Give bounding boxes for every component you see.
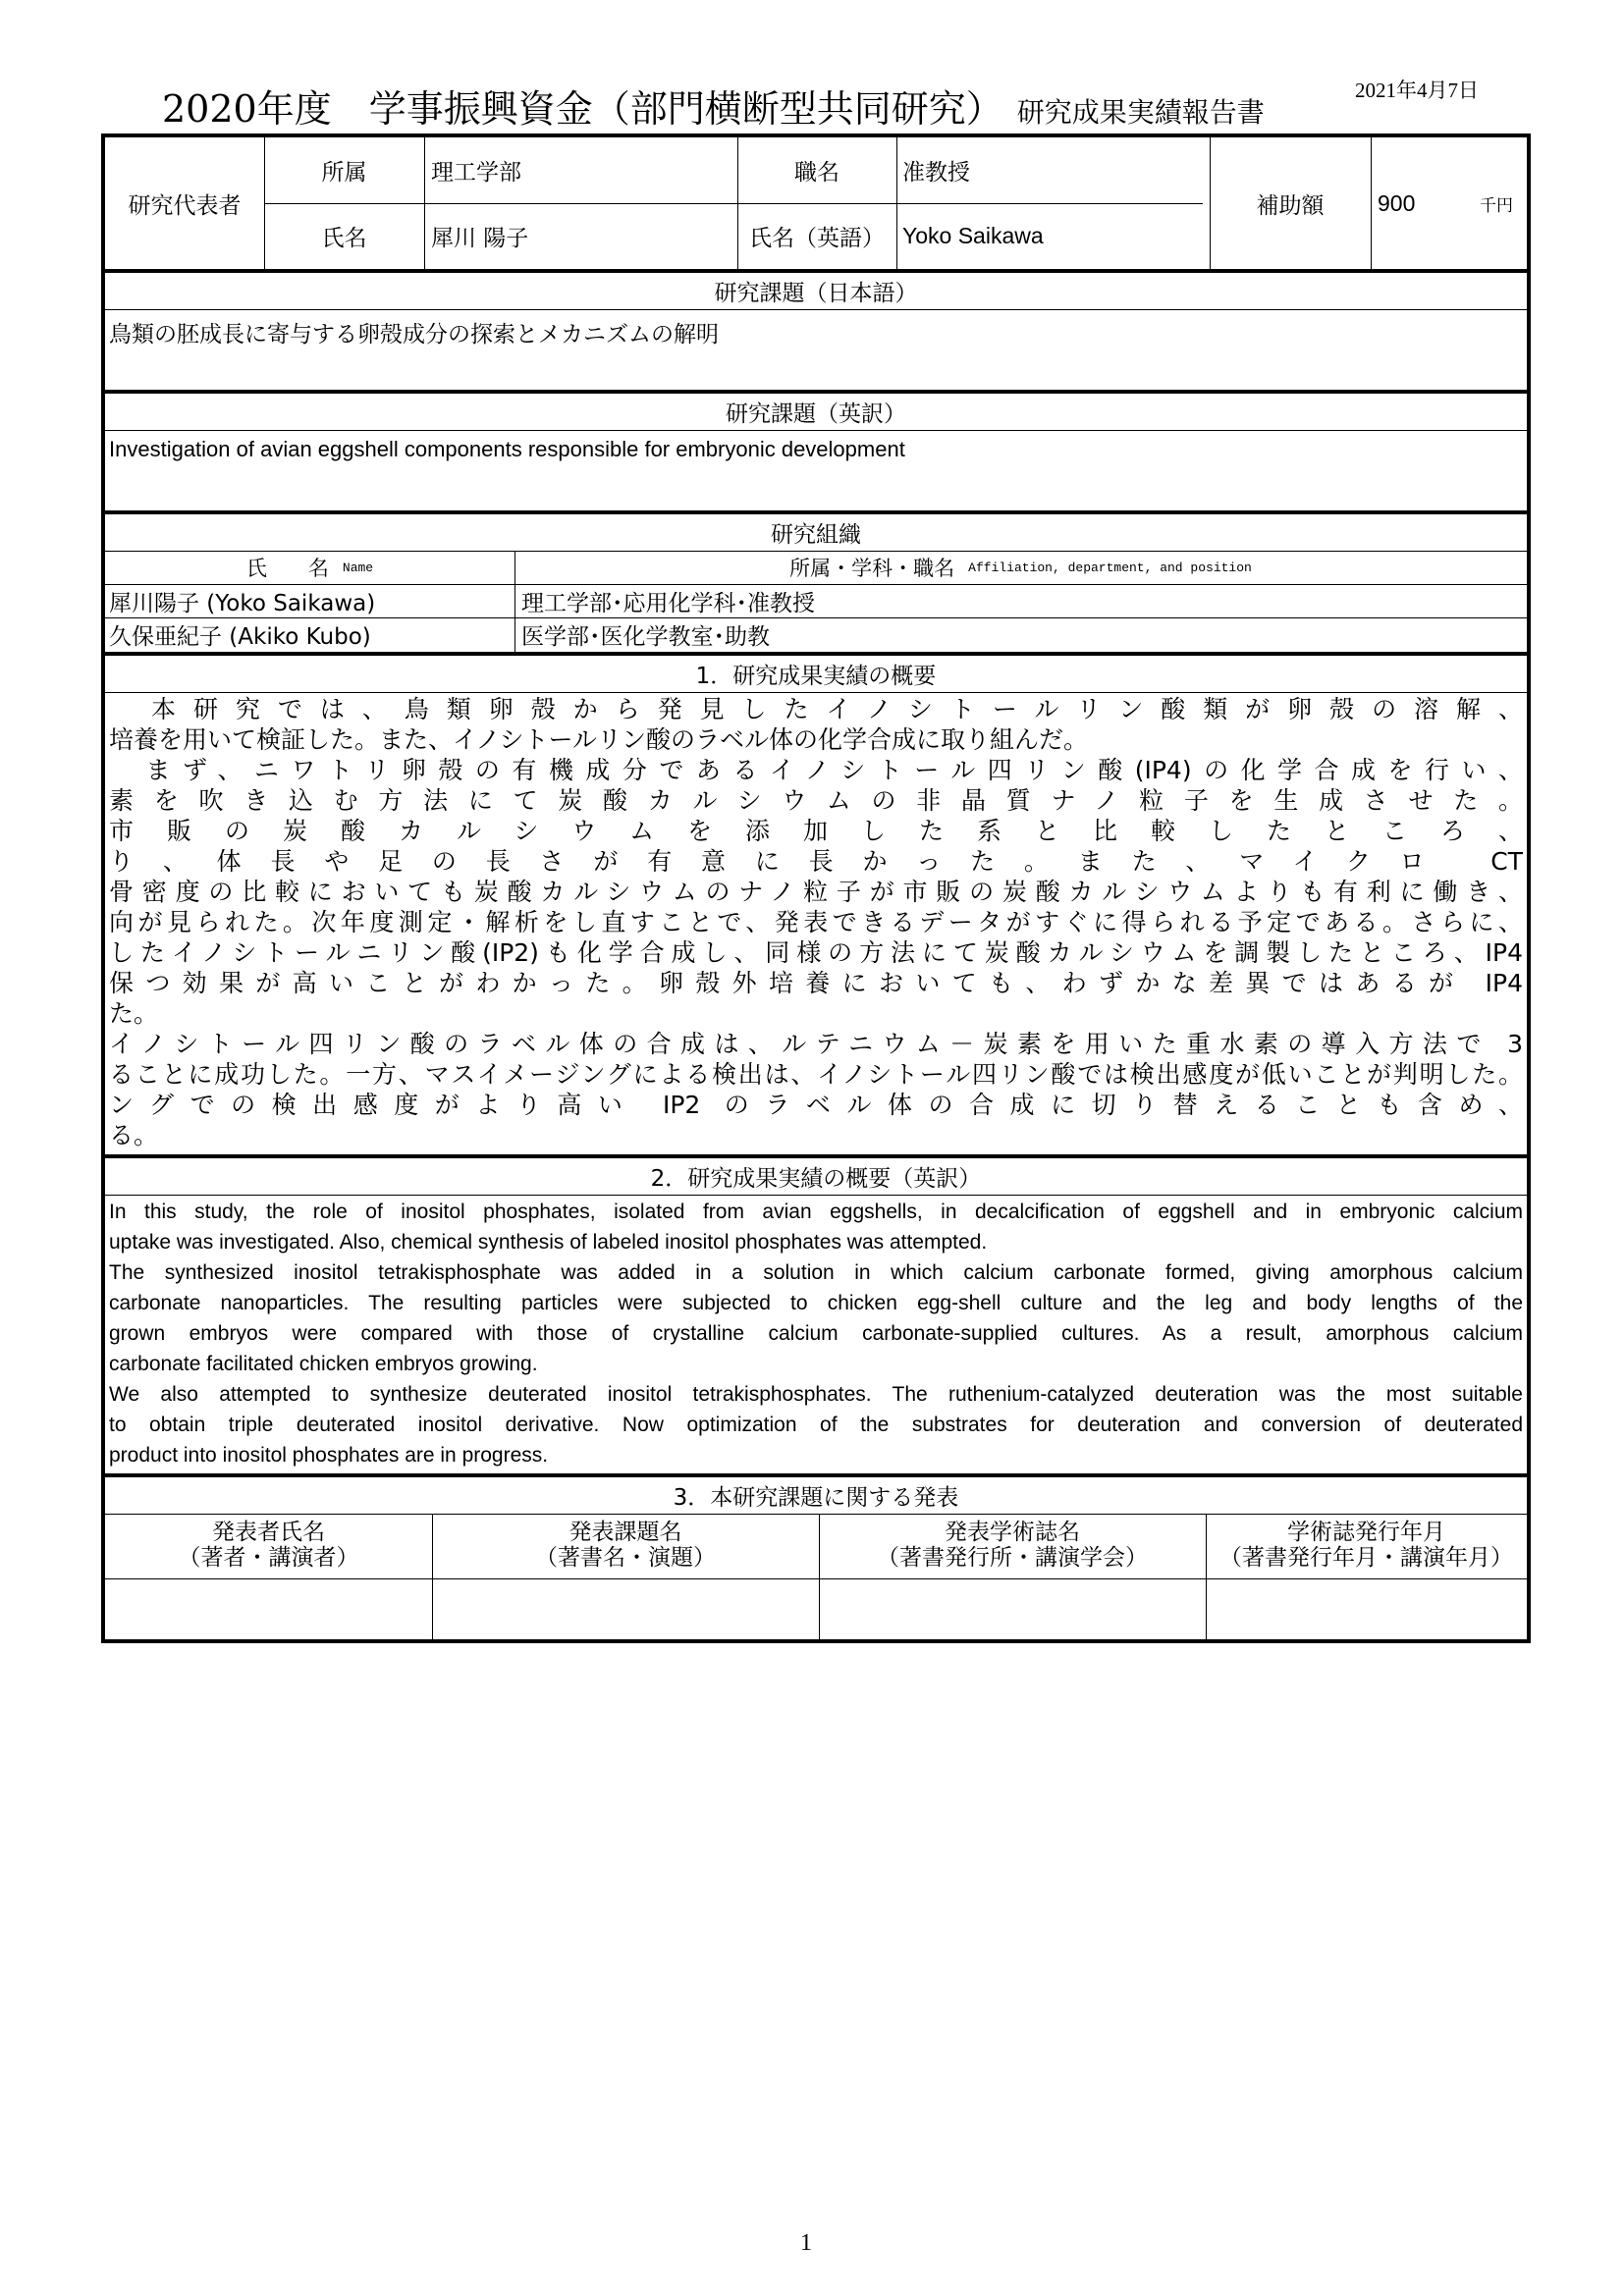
pub-col-title-l2: （著書名・演題） [535, 1545, 716, 1571]
text-line: ることに成功した。一方、マスイメージングによる検出は、イノシトール四リン酸では検出感度が低いことが判明した。 [109, 1060, 1523, 1089]
text-line: product into inositol phosphates are in progress. [109, 1444, 549, 1467]
member-affiliation: 理工学部･応用化学科･准教授 [521, 590, 815, 616]
text-line: carbonate facilitated chicken embryos growing. [109, 1353, 538, 1375]
org-col-affil-en: Affiliation, department, and position [968, 560, 1252, 575]
topic-ja-header: 研究課題（日本語） [714, 281, 918, 306]
text-line: 向が見られた。次年度測定・解析をし直すことで、発表できるデータがすぐに得られる予定である。さらに、 [109, 908, 1523, 936]
pub-col-title [432, 1520, 819, 1571]
org-col-affil [514, 551, 1527, 584]
pub-col-presenter [105, 1520, 432, 1571]
topic-en-header: 研究課題（英訳） [726, 401, 906, 427]
text-line: 骨密度の比較においても炭酸カルシウムのナノ粒子が市販の炭酸カルシウムよりも有利に働き、 [109, 878, 1523, 906]
name-en-label: 氏名（英語） [749, 226, 885, 251]
organization-header: 研究組織 [771, 522, 861, 548]
affiliation-label: 所属 [321, 160, 367, 186]
member-affiliation: 医学部･医化学教室･助教 [521, 624, 770, 650]
summary-ja-header: 1．研究成果実績の概要 [695, 664, 937, 689]
text-line: carbonate nanoparticles. The resulting particles were subjected to chicken egg-shell culture and the leg and body lengths of the [109, 1292, 1523, 1314]
org-col-affil-ja: 所属・学科・職名 [789, 557, 955, 580]
title-suffix: 研究成果実績報告書 [1016, 96, 1265, 129]
summary-ja-body [109, 694, 1523, 1150]
text-line: The synthesized inositol tetrakisphosphate was added in a solution in which calcium carbonate formed, giving amorphous calcium [109, 1261, 1523, 1284]
member-name: 久保亜紀子 (Akiko Kubo) [109, 624, 371, 650]
pub-col-journal [819, 1520, 1206, 1571]
text-line: る。 [109, 1121, 159, 1149]
summary-en-header: 2．研究成果実績の概要（英訳） [650, 1166, 982, 1192]
position-label: 職名 [794, 160, 839, 186]
affiliation-value: 理工学部 [431, 160, 521, 186]
org-col-name-ja: 氏 名 [245, 557, 329, 580]
name-en-value: Yoko Saikawa [902, 223, 1044, 248]
grant-amount: 900 [1378, 189, 1416, 216]
text-line: 培養を用いて検証した。また、イノシトールリン酸のラベル体の化学合成に取り組んだ。 [109, 725, 1089, 754]
report-date: 2021年4月7日 [1355, 79, 1479, 102]
name-label: 氏名 [321, 226, 367, 251]
text-line: まず、ニワトリ卵殻の有機成分であるイノシトール四リン酸(IP4)の化学合成を行い、 [145, 756, 1523, 784]
topic-en-value: Investigation of avian eggshell components responsible for embryonic development [109, 437, 905, 461]
publications-header: 3．本研究課題に関する発表 [673, 1485, 959, 1511]
pub-col-journal-l1: 発表学術誌名 [945, 1520, 1080, 1545]
representative-label: 研究代表者 [128, 192, 242, 219]
pub-col-title-l1: 発表課題名 [568, 1520, 682, 1545]
text-line: We also attempted to synthesize deuterated inositol tetrakisphosphates. The ruthenium-catalyzed deuteration was the most suitable [109, 1383, 1523, 1406]
text-line: to obtain triple deuterated inositol derivative. Now optimization of the substrates for deuteration and conversion of deuterated [109, 1414, 1523, 1436]
summary-en-body [109, 1197, 1523, 1470]
pub-col-presenter-l2: （著者・講演者） [178, 1545, 359, 1571]
pub-col-date-l2: （著書発行年月・講演年月） [1219, 1545, 1513, 1571]
pub-col-journal-l2: （著書発行所・講演学会） [877, 1545, 1148, 1571]
text-line: 保つ効果が高いことがわかった。卵殻外培養においても、わずかな差異ではあるが IP4 [109, 969, 1523, 997]
report-form [101, 133, 1531, 1643]
text-line: 本研究では、鳥類卵殻から発見したイノシトールリン酸類が卵殻の溶解、 [150, 695, 1523, 723]
text-line: したイノシトールニリン酸(IP2)も化学合成し、同様の方法にて炭酸カルシウムを調製したところ、IP4 [109, 938, 1523, 967]
member-name: 犀川陽子 (Yoko Saikawa) [109, 590, 376, 616]
org-col-name [105, 551, 514, 584]
text-line: grown embryos were compared with those of crystalline calcium carbonate-supplied cultures. As a result, amorphous calcium [109, 1322, 1523, 1345]
text-line: ングでの検出感度がより高い IP2 のラベル体の合成に切り替えることも含め、 [109, 1091, 1523, 1119]
position-value: 准教授 [902, 160, 970, 186]
page-number: 1 [800, 2230, 812, 2256]
pub-col-date-l1: 学術誌発行年月 [1287, 1520, 1445, 1545]
topic-ja-value: 鳥類の胚成長に寄与する卵殻成分の探索とメカニズムの解明 [109, 322, 719, 347]
pub-col-date [1206, 1520, 1527, 1571]
org-col-name-en: Name [342, 560, 374, 575]
text-line: In this study, the role of inositol phosphates, isolated from avian eggshells, in decalcification of eggshell and in embryonic calcium [109, 1201, 1523, 1223]
name-value: 犀川 陽子 [431, 226, 529, 251]
pub-col-presenter-l1: 発表者氏名 [212, 1520, 325, 1545]
text-line: uptake was investigated. Also, chemical synthesis of labeled inositol phosphates was attempted. [109, 1231, 988, 1254]
grant-unit: 千円 [1480, 195, 1513, 216]
title-main: 2020年度 学事振興資金（部門横断型共同研究） [162, 87, 1003, 131]
text-line: 素を吹き込む方法にて炭酸カルシウムの非晶質ナノ粒子を生成させた。 [109, 786, 1523, 815]
document-title [162, 79, 1265, 133]
grant-label: 補助額 [1256, 192, 1325, 219]
text-line: 市販の炭酸カルシウムを添加した系と比較したところ、 [109, 817, 1523, 845]
text-line: イノシトール四リン酸のラベル体の合成は、ルテニウム－炭素を用いた重水素の導入方法で 3 [109, 1030, 1523, 1058]
text-line: た。 [109, 999, 159, 1028]
text-line: り、体長や足の長さが有意に長かった。また、マイクロ CT [109, 847, 1523, 876]
